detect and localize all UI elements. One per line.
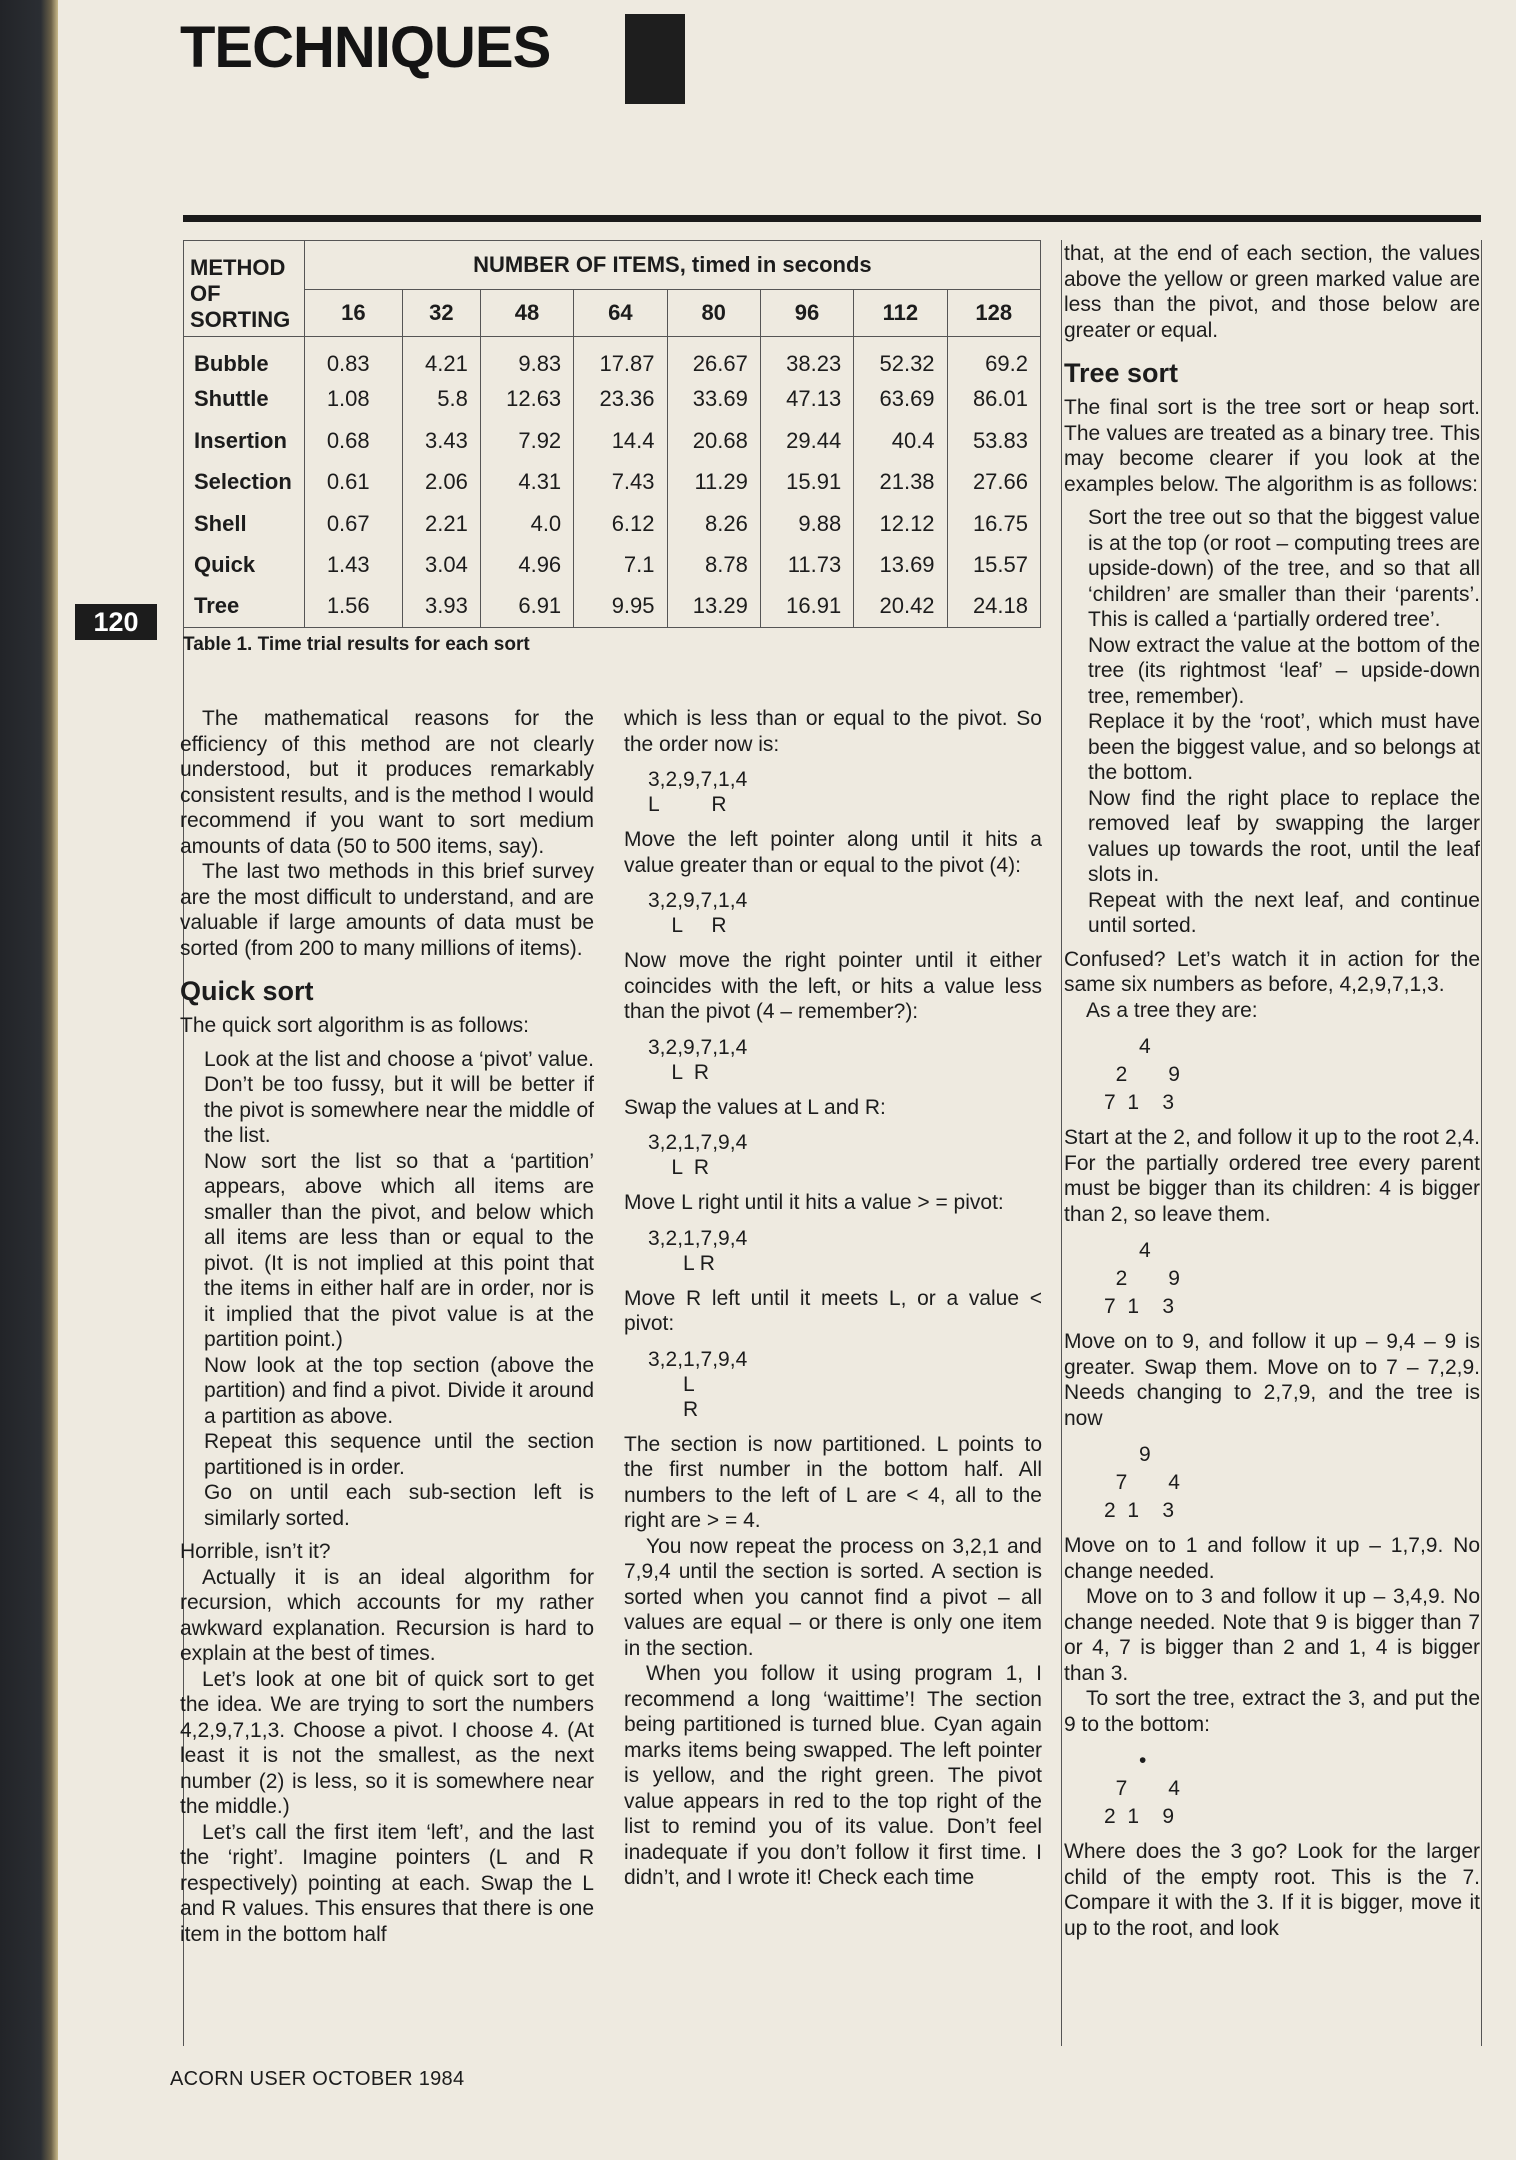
paragraph: The final sort is the tree sort or heap sort. The values are treated as a binary tree. This may become clearer if you look at the examples below. The algorithm is as follows:: [1064, 396, 1480, 496]
timing-cell: 2.21: [402, 503, 480, 544]
sort-method-name: Bubble: [184, 337, 305, 379]
table-row: [184, 420, 1041, 461]
timing-cell: 63.69: [854, 379, 947, 420]
timing-cell: 12.12: [854, 503, 947, 544]
algorithm-step: Repeat with the next leaf, and continue until sorted.: [1088, 888, 1480, 937]
timing-cell: 15.91: [760, 462, 853, 503]
timing-cell: 13.69: [854, 544, 947, 585]
column-header: 48: [480, 290, 573, 337]
timing-cell: 1.56: [304, 586, 402, 628]
table-row: [184, 544, 1041, 585]
timing-cell: 21.38: [854, 462, 947, 503]
timing-cell: 69.2: [947, 337, 1040, 379]
timing-cell: 7.1: [574, 544, 667, 585]
column-header-row: [184, 290, 1041, 337]
sequence-example: 3,2,1,7,9,4 L R: [648, 1226, 748, 1275]
paragraph: The last two methods in this brief survey are the most difficult to understand, and are valuable if large amounts of data must be sorted (from 200 to many millions of items).: [180, 860, 594, 960]
algorithm-step: Now find the right place to replace the removed leaf by swapping the larger values up towards the root, until the leaf slots in.: [1088, 786, 1480, 886]
timing-cell: 20.68: [667, 420, 760, 461]
section-header: TECHNIQUES: [180, 15, 551, 80]
paragraph: The mathematical reasons for the efficiency of this method are not clearly understood, but it produces remarkably consistent results, and is the method I would recommend if you want to sort medium amounts of data (50 to 500 items, say).: [180, 707, 594, 858]
timing-cell: 5.8: [402, 379, 480, 420]
timing-cell: 47.13: [760, 379, 853, 420]
paragraph: Confused? Let’s watch it in action for the same six numbers as before, 4,2,9,7,1,3.: [1064, 947, 1480, 996]
timing-cell: 24.18: [947, 586, 1040, 628]
paragraph: Move on to 3 and follow it up – 3,4,9. No change needed. Note that 9 is bigger than 7 or 4, 7 is bigger than 2 and 1, 4 is bigger than 3.: [1064, 1585, 1480, 1685]
timing-cell: 4.96: [480, 544, 573, 585]
sort-method-name: Tree: [184, 586, 305, 628]
timing-cell: 14.4: [574, 420, 667, 461]
timing-cell: 2.06: [402, 462, 480, 503]
paragraph: that, at the end of each section, the values above the yellow or green marked value are less than the pivot, and those below are greater or equal.: [1064, 242, 1480, 342]
timing-cell: 0.68: [304, 420, 402, 461]
article-column-2: [624, 706, 1042, 1891]
paragraph: Now move the right pointer until it either coincides with the left, or hits a value less than the pivot (4 – remember?):: [624, 949, 1042, 1023]
algorithm-steps: [1064, 505, 1480, 939]
timing-cell: 12.63: [480, 379, 573, 420]
paragraph: Move the left pointer along until it hits a value greater than or equal to the pivot (4):: [624, 828, 1042, 877]
timing-cell: 15.57: [947, 544, 1040, 585]
timing-cell: 3.04: [402, 544, 480, 585]
timing-cell: 3.43: [402, 420, 480, 461]
paragraph: As a tree they are:: [1086, 998, 1258, 1022]
tree-diagram: 4 2 9 7 1 3: [1104, 1239, 1180, 1318]
paragraph: Move on to 1 and follow it up – 1,7,9. No change needed.: [1064, 1534, 1480, 1583]
table-row: [184, 462, 1041, 503]
paragraph: Move L right until it hits a value > = pivot:: [624, 1191, 1004, 1214]
paragraph: Start at the 2, and follow it up to the root 2,4. For the partially ordered tree every parent must be bigger than its children: 4 is bigger than 2, so leave them.: [1064, 1126, 1480, 1226]
timing-cell: 0.67: [304, 503, 402, 544]
algorithm-step: Now look at the top section (above the partition) and find a pivot. Divide it around a partition as above.: [204, 1353, 594, 1428]
column-header: 128: [947, 290, 1040, 337]
timing-cell: 11.29: [667, 462, 760, 503]
timing-cell: 6.91: [480, 586, 573, 628]
sequence-example: 3,2,9,7,1,4 L R: [648, 768, 748, 816]
timing-cell: 4.0: [480, 503, 573, 544]
algorithm-step: Replace it by the ‘root’, which must have been the biggest value, and so belongs at the bottom.: [1088, 710, 1480, 784]
timing-cell: 9.95: [574, 586, 667, 628]
timing-cell: 0.83: [304, 337, 402, 379]
column-header: 112: [854, 290, 947, 337]
timing-cell: 16.91: [760, 586, 853, 628]
algorithm-step: Now sort the list so that a ‘partition’ appears, above which all items are smaller than the pivot, and below which all items are less than or equal to the pivot. (It is not implied at this point that the items in either half are in order, nor is it implied that the pivot value is at the partition point.): [204, 1149, 594, 1351]
sort-method-name: Selection: [184, 462, 305, 503]
sequence-example: 3,2,9,7,1,4 L R: [648, 1035, 748, 1084]
method-header: METHOD OF SORTING: [184, 241, 305, 337]
column-header: 96: [760, 290, 853, 337]
algorithm-step: Repeat this sequence until the section partitioned is in order.: [204, 1430, 594, 1479]
sort-method-name: Shuttle: [184, 379, 305, 420]
paragraph: Swap the values at L and R:: [624, 1095, 886, 1119]
page-number: 120: [75, 604, 157, 640]
column-divider-right: [1481, 240, 1482, 2046]
timing-cell: 1.43: [304, 544, 402, 585]
paragraph: Move on to 9, and follow it up – 9,4 – 9 is greater. Swap them. Move on to 7 – 7,2,9. Needs changing to 2,7,9, and the tree is now: [1064, 1330, 1480, 1430]
sort-method-name: Quick: [184, 544, 305, 585]
timing-cell: 3.93: [402, 586, 480, 628]
timing-cell: 16.75: [947, 503, 1040, 544]
paragraph: Let’s look at one bit of quick sort to get the idea. We are trying to sort the numbers 4,2,9,7,1,3. Choose a pivot. I choose 4. (At least it is not the smallest, as the next number (2) is less, so it is somewhere near the middle.): [180, 1667, 594, 1818]
paragraph: Where does the 3 go? Look for the larger child of the empty root. This is the 7. Compare it with the 3. If it is bigger, move it up to the root, and look: [1064, 1840, 1480, 1940]
footer: ACORN USER OCTOBER 1984: [170, 2068, 465, 2090]
tree-diagram: 9 7 4 2 1 3: [1104, 1443, 1180, 1522]
timing-cell: 8.26: [667, 503, 760, 544]
paragraph: You now repeat the process on 3,2,1 and 7,9,4 until the section is sorted. A section is sorted when you cannot find a pivot – all values are equal – or there is only one item in the section.: [624, 1534, 1042, 1660]
tree-diagram: • 7 4 2 1 9: [1104, 1749, 1180, 1828]
header-block: [625, 14, 685, 104]
timing-cell: 27.66: [947, 462, 1040, 503]
timing-cell: 7.43: [574, 462, 667, 503]
timing-cell: 20.42: [854, 586, 947, 628]
timing-cell: 26.67: [667, 337, 760, 379]
algorithm-steps: [180, 1047, 594, 1532]
tree-sort-heading: Tree sort: [1064, 358, 1179, 388]
timing-cell: 8.78: [667, 544, 760, 585]
timing-cell: 13.29: [667, 586, 760, 628]
sort-method-name: Insertion: [184, 420, 305, 461]
timing-cell: 38.23: [760, 337, 853, 379]
article-column-3: [1064, 241, 1480, 1941]
paragraph: Actually it is an ideal algorithm for recursion, which accounts for my rather awkward explanation. Recursion is hard to explain at the best of times.: [180, 1565, 594, 1665]
book-spine: [0, 0, 58, 2160]
table-body: [184, 337, 1041, 628]
paragraph: Horrible, isn’t it?: [180, 1540, 331, 1563]
column-header: 16: [304, 290, 402, 337]
timing-cell: 23.36: [574, 379, 667, 420]
table-row: [184, 337, 1041, 379]
timing-cell: 11.73: [760, 544, 853, 585]
algorithm-step: Look at the list and choose a ‘pivot’ value. Don’t be too fussy, but it will be better if the pivot is somewhere near the middle of the list.: [204, 1047, 594, 1147]
timing-cell: 0.61: [304, 462, 402, 503]
table-title: NUMBER OF ITEMS, timed in seconds: [304, 241, 1040, 290]
column-header: 64: [574, 290, 667, 337]
top-rule: [183, 215, 1481, 222]
table-row: [184, 379, 1041, 420]
paragraph: The quick sort algorithm is as follows:: [180, 1014, 529, 1037]
timing-cell: 4.31: [480, 462, 573, 503]
timing-cell: 1.08: [304, 379, 402, 420]
column-header: 32: [402, 290, 480, 337]
table-row: [184, 586, 1041, 628]
column-divider-middle: [1061, 240, 1062, 2046]
algorithm-step: Go on until each sub-section left is similarly sorted.: [204, 1481, 594, 1530]
paragraph: When you follow it using program 1, I recommend a long ‘waittime’! The section being partitioned is turned blue. Cyan again marks items being swapped. The left pointer is yellow, and the right green. The pivot value appears in red to the top right of the list to remind you of its value. Don’t feel inadequate if you don’t follow it first time. I didn’t, and I wrote it! Check each time: [624, 1662, 1042, 1889]
table-caption: Table 1. Time trial results for each sort: [183, 634, 530, 655]
sequence-example: 3,2,1,7,9,4 L R: [648, 1347, 748, 1421]
timing-cell: 86.01: [947, 379, 1040, 420]
timing-cell: 33.69: [667, 379, 760, 420]
quick-sort-heading: Quick sort: [180, 976, 314, 1006]
timing-cell: 7.92: [480, 420, 573, 461]
paragraph: Move R left until it meets L, or a value < pivot:: [624, 1286, 1042, 1335]
timing-cell: 9.88: [760, 503, 853, 544]
algorithm-step: Now extract the value at the bottom of the tree (its rightmost ‘leaf’ – upside-down tree, remember).: [1088, 633, 1480, 708]
sequence-example: 3,2,1,7,9,4 L R: [648, 1131, 748, 1179]
timing-cell: 9.83: [480, 337, 573, 379]
timing-cell: 4.21: [402, 337, 480, 379]
sequence-example: 3,2,9,7,1,4 L R: [648, 889, 748, 937]
column-header: 80: [667, 290, 760, 337]
sort-method-name: Shell: [184, 503, 305, 544]
timing-cell: 52.32: [854, 337, 947, 379]
tree-diagram: 4 2 9 7 1 3: [1104, 1035, 1180, 1114]
timing-cell: 6.12: [574, 503, 667, 544]
algorithm-step: Sort the tree out so that the biggest value is at the top (or root – computing trees are upside-down) of the tree, and so that all ‘children’ are smaller than their ‘parents’. This is called a ‘partially ordered tree’.: [1088, 506, 1480, 631]
timing-cell: 29.44: [760, 420, 853, 461]
paragraph: To sort the tree, extract the 3, and put the 9 to the bottom:: [1064, 1687, 1480, 1736]
paragraph: Let’s call the first item ‘left’, and the last the ‘right’. Imagine pointers (L and R respectively) pointing at each. Swap the L and R values. This ensures that there is one item in the bottom half: [180, 1820, 594, 1946]
timing-cell: 53.83: [947, 420, 1040, 461]
paragraph: The section is now partitioned. L points to the first number in the bottom half. All numbers to the left of L are < 4, all to the right are > = 4.: [624, 1432, 1042, 1532]
article-column-1: [180, 706, 594, 1947]
table-row: [184, 503, 1041, 544]
paragraph: which is less than or equal to the pivot. So the order now is:: [624, 707, 1042, 756]
time-trial-table: [183, 240, 1041, 628]
timing-cell: 17.87: [574, 337, 667, 379]
timing-cell: 40.4: [854, 420, 947, 461]
